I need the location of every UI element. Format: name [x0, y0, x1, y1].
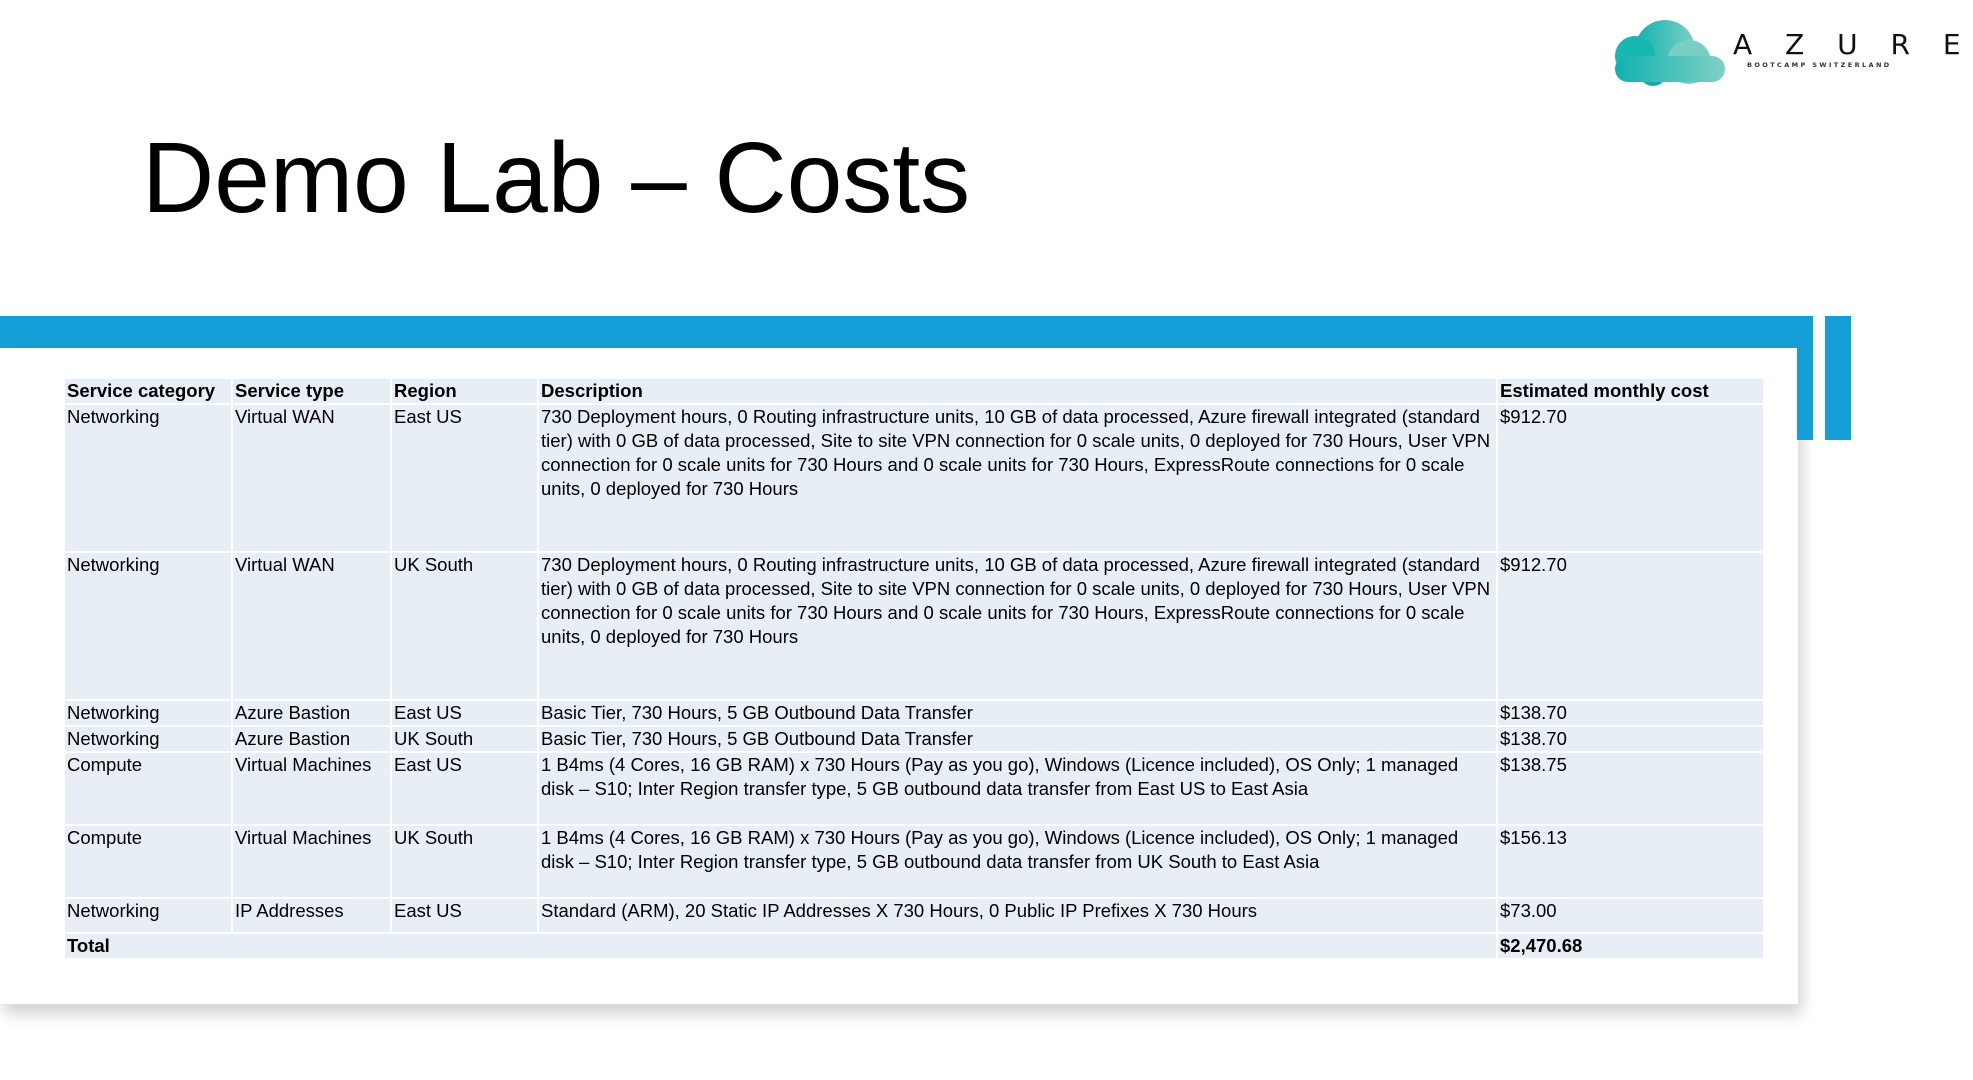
cell-description: Basic Tier, 730 Hours, 5 GB Outbound Data Transfer	[538, 700, 1497, 726]
accent-band-stub	[1825, 316, 1851, 440]
cell-service-category: Networking	[64, 898, 232, 933]
cell-cost: $138.70	[1497, 700, 1764, 726]
logo-tagline: BOOTCAMP SWITZERLAND	[1747, 61, 1892, 69]
cell-cost: $73.00	[1497, 898, 1764, 933]
cell-region: UK South	[391, 552, 538, 700]
cell-service-category: Compute	[64, 752, 232, 825]
cell-service-type: Virtual Machines	[232, 752, 391, 825]
cell-service-type: Azure Bastion	[232, 726, 391, 752]
table-row	[64, 752, 1764, 825]
total-value: $2,470.68	[1497, 933, 1764, 959]
cost-table	[63, 377, 1765, 960]
header-service-type: Service type	[232, 378, 391, 404]
cell-service-type: Virtual WAN	[232, 552, 391, 700]
table-row	[64, 700, 1764, 726]
cell-region: East US	[391, 404, 538, 552]
cell-description: 730 Deployment hours, 0 Routing infrastructure units, 10 GB of data processed, Azure firewall integrated (standard tier) with 0 GB of data processed, Site to site VPN connection for 0 scale units, 0 deployed for 730 Hours, User VPN connection for 0 scale units for 730 Hours and 0 scale units for 730 Hours, ExpressRoute connections for 0 scale units, 0 deployed for 730 Hours	[538, 552, 1497, 700]
cell-cost: $912.70	[1497, 404, 1764, 552]
cell-cost: $138.70	[1497, 726, 1764, 752]
cell-service-type: Virtual Machines	[232, 825, 391, 898]
cell-description: 1 B4ms (4 Cores, 16 GB RAM) x 730 Hours (Pay as you go), Windows (Licence included), OS Only; 1 managed disk – S10; Inter Region transfer type, 5 GB outbound data transfer from UK South to East Asia	[538, 825, 1497, 898]
total-label: Total	[64, 933, 1497, 959]
table-row	[64, 552, 1764, 700]
cell-service-category: Networking	[64, 404, 232, 552]
cell-region: East US	[391, 752, 538, 825]
header-region: Region	[391, 378, 538, 404]
accent-band-right-edge	[1797, 316, 1813, 440]
cell-service-category: Networking	[64, 700, 232, 726]
cell-description: Standard (ARM), 20 Static IP Addresses X 730 Hours, 0 Public IP Prefixes X 730 Hours	[538, 898, 1497, 933]
table-row	[64, 726, 1764, 752]
table-row	[64, 404, 1764, 552]
total-row	[64, 933, 1764, 959]
cell-service-category: Networking	[64, 552, 232, 700]
header-service-category: Service category	[64, 378, 232, 404]
cell-region: East US	[391, 898, 538, 933]
header-description: Description	[538, 378, 1497, 404]
header-estimated-monthly-cost: Estimated monthly cost	[1497, 378, 1764, 404]
cell-cost: $912.70	[1497, 552, 1764, 700]
slide-title: Demo Lab – Costs	[142, 122, 971, 234]
cell-service-type: Azure Bastion	[232, 700, 391, 726]
azure-bootcamp-logo	[1605, 12, 1973, 88]
cell-service-type: Virtual WAN	[232, 404, 391, 552]
cell-description: 1 B4ms (4 Cores, 16 GB RAM) x 730 Hours (Pay as you go), Windows (Licence included), OS Only; 1 managed disk – S10; Inter Region transfer type, 5 GB outbound data transfer from East US to East Asia	[538, 752, 1497, 825]
cell-service-type: IP Addresses	[232, 898, 391, 933]
cell-description: Basic Tier, 730 Hours, 5 GB Outbound Data Transfer	[538, 726, 1497, 752]
cell-cost: $138.75	[1497, 752, 1764, 825]
table-row	[64, 825, 1764, 898]
accent-band	[0, 316, 1813, 348]
cell-cost: $156.13	[1497, 825, 1764, 898]
cell-region: UK South	[391, 726, 538, 752]
table-row	[64, 898, 1764, 933]
table-header-row	[64, 378, 1764, 404]
cell-service-category: Compute	[64, 825, 232, 898]
cell-region: UK South	[391, 825, 538, 898]
logo-wordmark: A Z U R E	[1733, 28, 1973, 61]
cell-region: East US	[391, 700, 538, 726]
cloud-logo-icon	[1605, 12, 1730, 88]
cell-service-category: Networking	[64, 726, 232, 752]
cell-description: 730 Deployment hours, 0 Routing infrastructure units, 10 GB of data processed, Azure firewall integrated (standard tier) with 0 GB of data processed, Site to site VPN connection for 0 scale units, 0 deployed for 730 Hours, User VPN connection for 0 scale units for 730 Hours and 0 scale units for 730 Hours, ExpressRoute connections for 0 scale units, 0 deployed for 730 Hours	[538, 404, 1497, 552]
